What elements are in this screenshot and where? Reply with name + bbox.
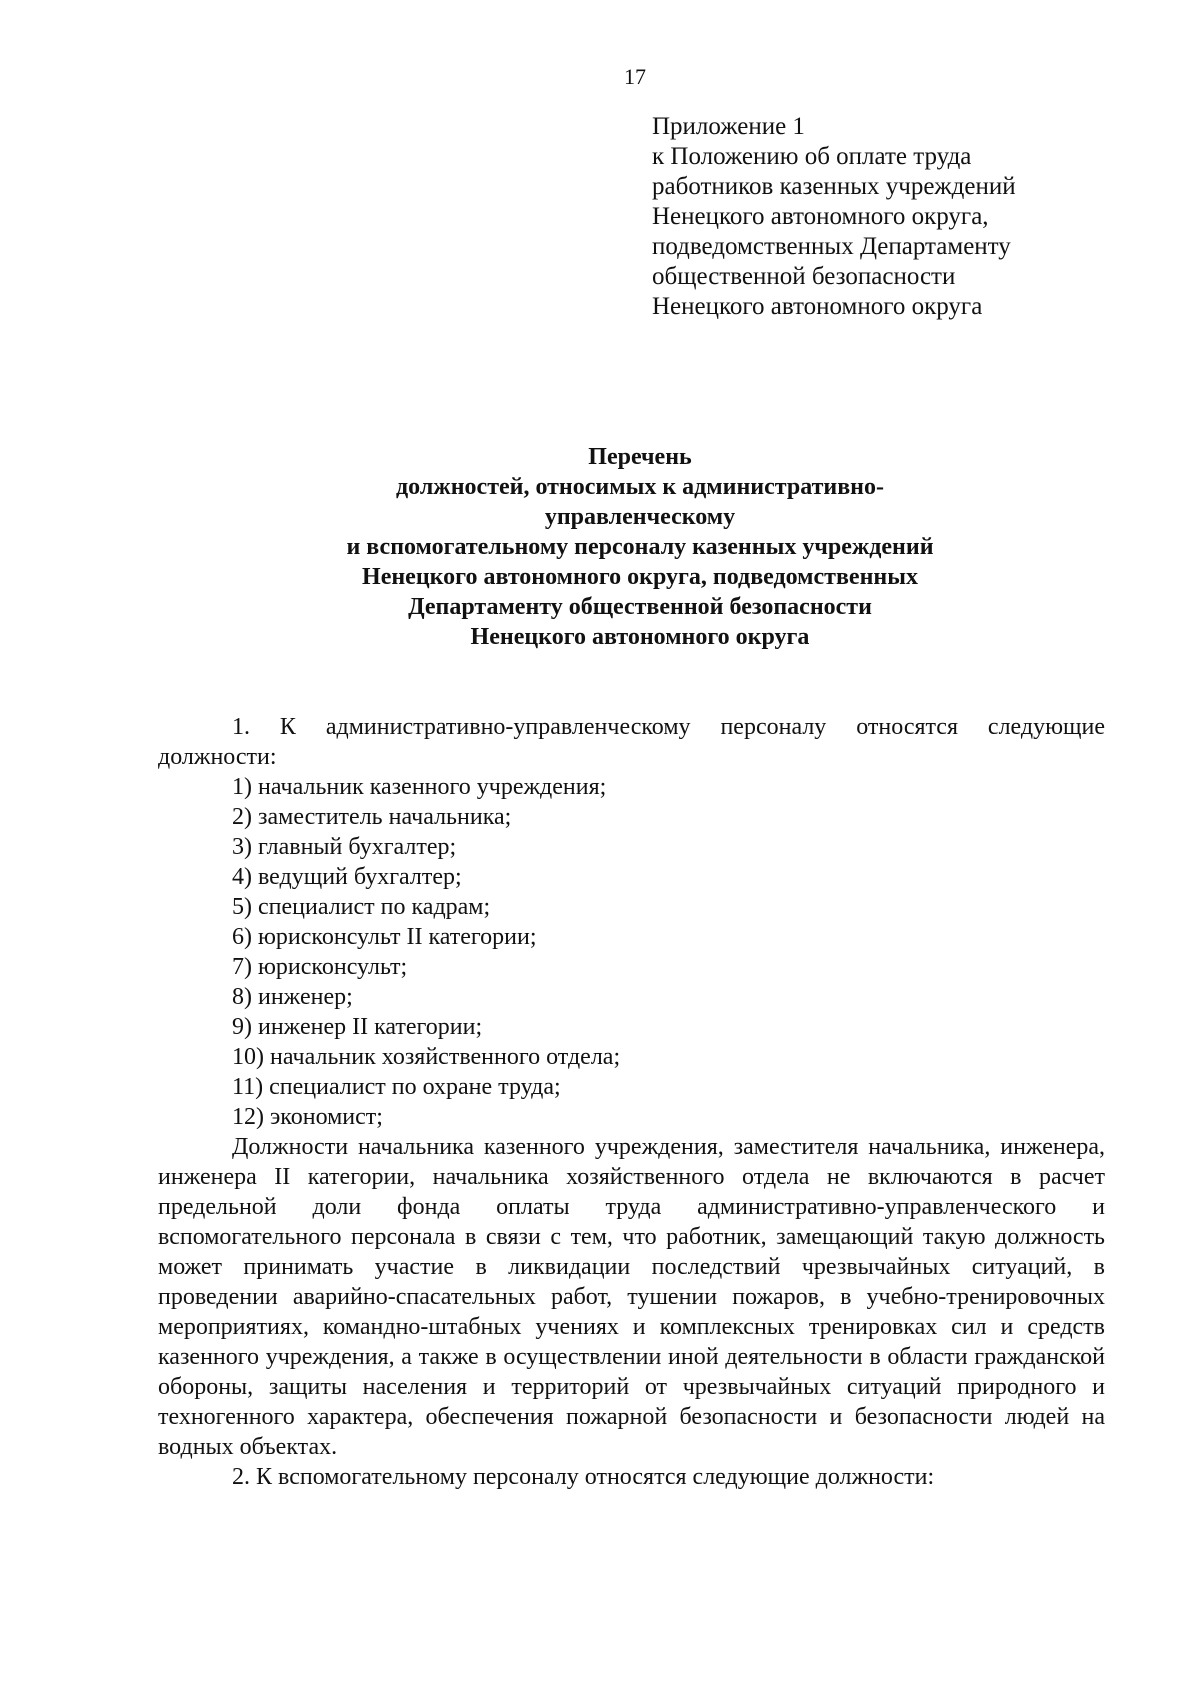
position-item: 5) специалист по кадрам;	[232, 894, 491, 920]
title-line: и вспомогательному персоналу казенных учреждений	[346, 534, 934, 560]
position-item: 1) начальник казенного учреждения;	[232, 774, 607, 800]
appendix-line: работников казенных учреждений	[652, 173, 1016, 200]
exclusion-note: Должности начальника казенного учреждения, заместителя начальника, инженера, инженера II категории, начальника хозяйственного отдела не включаются в расчет предельной доли фонда оплаты труда административно-управленческого и вспомогательного персонала в связи с тем, что работник, замещающий такую должность может принимать участие в ликвидации последствий чрезвычайных ситуаций, в проведении аварийно-спасательных работ, тушении пожаров, в учебно-тренировочных мероприятиях, командно-штабных учениях и комплексных тренировках сил и средств казенного учреждения, а также в осуществлении иной деятельности в области гражданской обороны, защиты населения и территорий от чрезвычайных ситуаций природного и техногенного характера, обеспечения пожарной безопасности и безопасности людей на водных объектах.	[158, 1134, 1105, 1460]
position-item: 6) юрисконсульт II категории;	[232, 924, 537, 950]
position-item: 4) ведущий бухгалтер;	[232, 864, 462, 890]
appendix-line: Ненецкого автономного округа,	[652, 203, 989, 230]
appendix-line: Приложение 1	[652, 113, 805, 140]
position-item: 12) экономист;	[232, 1104, 383, 1130]
section-2-intro: 2. К вспомогательному персоналу относятся следующие должности:	[232, 1464, 935, 1490]
title-line: Перечень	[588, 444, 692, 470]
position-item: 3) главный бухгалтер;	[232, 834, 457, 860]
appendix-line: подведомственных Департаменту	[652, 233, 1011, 260]
position-item: 11) специалист по охране труда;	[232, 1074, 561, 1100]
title-line: управленческому	[544, 504, 736, 530]
appendix-line: общественной безопасности	[652, 263, 956, 290]
position-item: 7) юрисконсульт;	[232, 954, 408, 980]
title-line: Департаменту общественной безопасности	[408, 594, 872, 620]
appendix-line: Ненецкого автономного округа	[652, 293, 983, 320]
title-line: Ненецкого автономного округа, подведомственных	[362, 564, 918, 590]
page-number: 17	[624, 64, 646, 89]
title-line: Ненецкого автономного округа	[470, 624, 810, 650]
section-1-intro: 1. К административно-управленческому персоналу относятся следующие должности:	[158, 714, 1105, 770]
appendix-header	[652, 112, 1172, 322]
title-line: должностей, относимых к административно-	[396, 474, 884, 500]
position-item: 8) инженер;	[232, 984, 353, 1010]
appendix-line: к Положению об оплате труда	[652, 143, 972, 170]
position-item: 2) заместитель начальника;	[232, 804, 512, 830]
document-title	[240, 442, 1040, 652]
position-item: 10) начальник хозяйственного отдела;	[232, 1044, 621, 1070]
document-body	[158, 712, 1105, 1492]
position-item: 9) инженер II категории;	[232, 1014, 483, 1040]
